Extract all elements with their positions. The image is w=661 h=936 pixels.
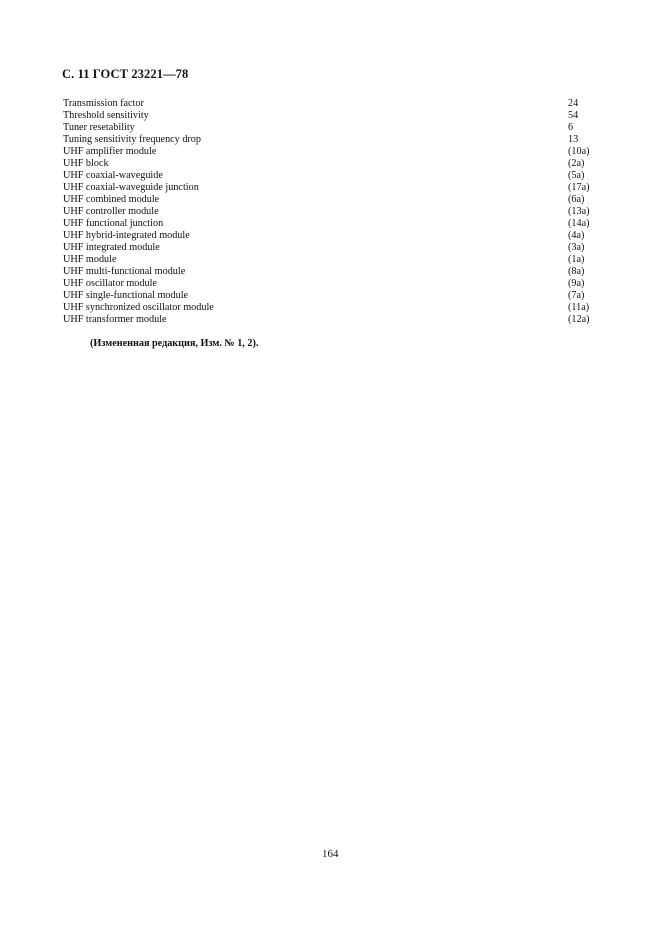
index-term: UHF amplifier module xyxy=(63,146,157,157)
index-row xyxy=(63,98,603,110)
index-row xyxy=(63,218,603,230)
index-term: UHF integrated module xyxy=(63,242,160,253)
index-term: UHF single-functional module xyxy=(63,290,189,301)
index-term: UHF coaxial-waveguide xyxy=(63,170,163,181)
index-term: UHF block xyxy=(63,158,109,169)
index-term: UHF controller module xyxy=(63,206,159,217)
index-ref: (1a) xyxy=(568,254,585,265)
index-ref: (4a) xyxy=(568,230,585,241)
index-ref: (17a) xyxy=(568,182,590,193)
index-term: UHF combined module xyxy=(63,194,160,205)
index-ref: (11a) xyxy=(568,302,590,313)
index-term: Threshold sensitivity xyxy=(63,110,149,121)
index-row xyxy=(63,122,603,134)
index-ref: (13a) xyxy=(568,206,590,217)
index-term: Transmission factor xyxy=(63,98,144,109)
index-term: UHF transformer module xyxy=(63,314,167,325)
index-term: UHF hybrid-integrated module xyxy=(63,230,190,241)
index-row xyxy=(63,278,603,290)
index-ref: (14a) xyxy=(568,218,590,229)
index-ref: (10a) xyxy=(568,146,590,157)
index-ref: 6 xyxy=(568,122,574,133)
index-term: UHF coaxial-waveguide junction xyxy=(63,182,199,193)
index-row xyxy=(63,158,603,170)
index-term: UHF multi-functional module xyxy=(63,266,186,277)
index-ref: (2a) xyxy=(568,158,585,169)
index-ref: (12a) xyxy=(568,314,590,325)
index-ref: (7a) xyxy=(568,290,585,301)
index-row xyxy=(63,194,603,206)
index-ref: (8a) xyxy=(568,266,585,277)
index-row xyxy=(63,170,603,182)
index-row xyxy=(63,254,603,266)
index-term: UHF oscillator module xyxy=(63,278,157,289)
index-row xyxy=(63,230,603,242)
index-ref: (3a) xyxy=(568,242,585,253)
page-number: 164 xyxy=(322,848,339,860)
index-ref: (6a) xyxy=(568,194,585,205)
index-row xyxy=(63,302,603,314)
index-ref: (9a) xyxy=(568,278,585,289)
index-term: UHF module xyxy=(63,254,117,265)
index-row xyxy=(63,242,603,254)
index-ref: 24 xyxy=(568,98,579,109)
index-term: Tuner resetability xyxy=(63,122,135,133)
index-term: UHF functional junction xyxy=(63,218,164,229)
index-row xyxy=(63,206,603,218)
index-row xyxy=(63,266,603,278)
index-term: Tuning sensitivity frequency drop xyxy=(63,134,201,145)
index-ref: (5a) xyxy=(568,170,585,181)
index-row xyxy=(63,134,603,146)
index-row xyxy=(63,110,603,122)
revision-note: (Измененная редакция, Изм. № 1, 2). xyxy=(90,338,259,349)
term-index xyxy=(63,98,603,326)
index-ref: 13 xyxy=(568,134,579,145)
index-row xyxy=(63,182,603,194)
page-header: С. 11 ГОСТ 23221—78 xyxy=(62,67,189,81)
index-row xyxy=(63,290,603,302)
index-row xyxy=(63,314,603,326)
index-row xyxy=(63,146,603,158)
index-ref: 54 xyxy=(568,110,579,121)
index-term: UHF synchronized oscillator module xyxy=(63,302,214,313)
